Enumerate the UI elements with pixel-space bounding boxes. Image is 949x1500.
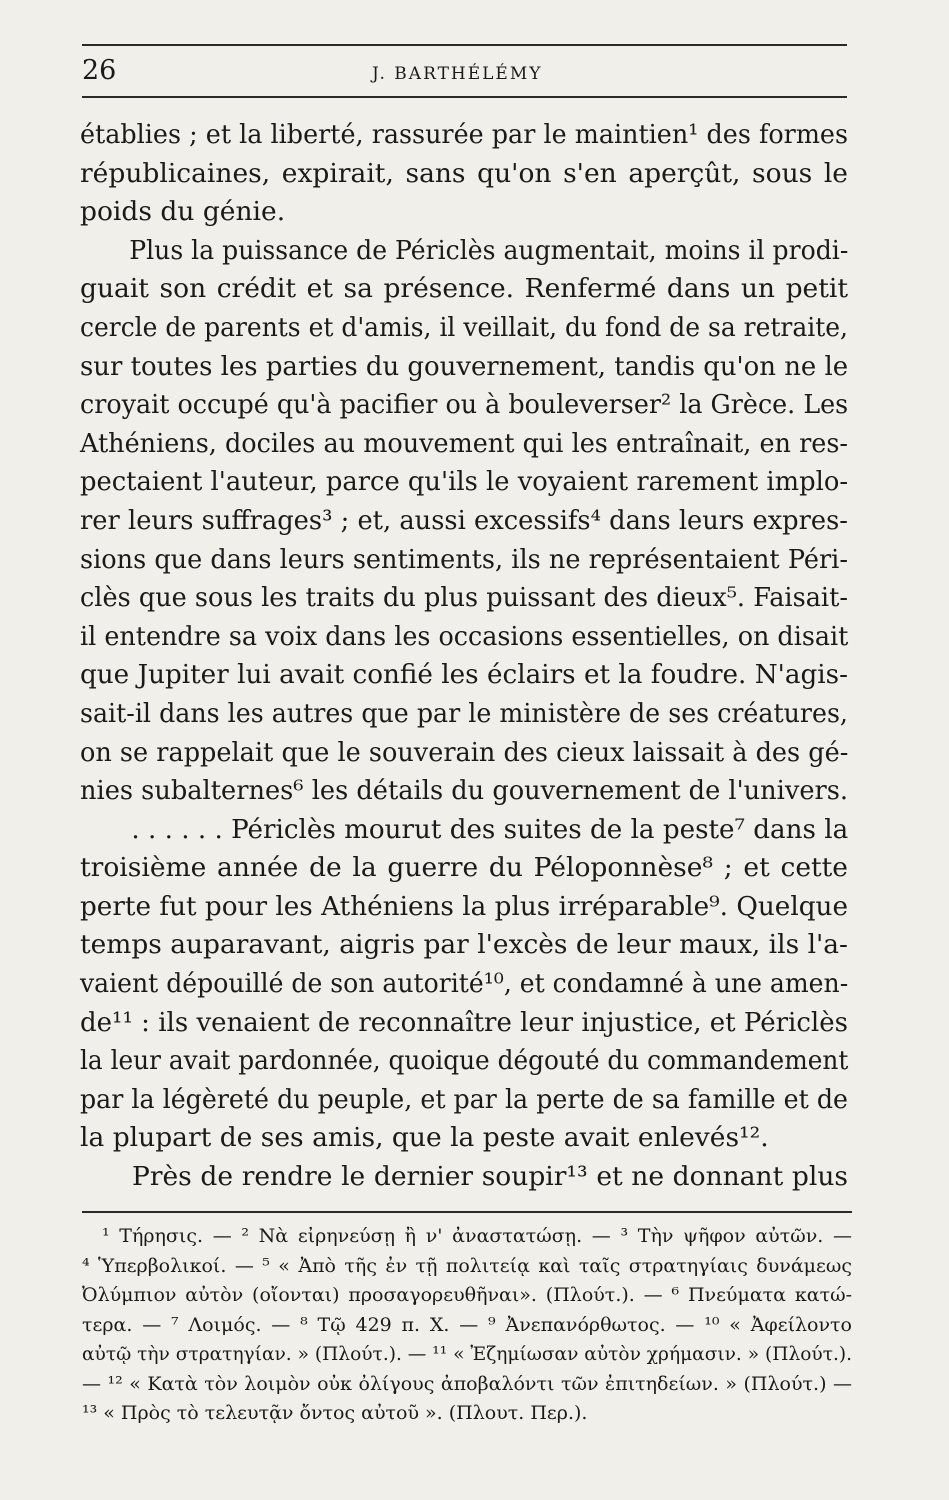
text-line: temps auparavant, aigris par l'excès de leur maux, ils l'a- [80, 929, 848, 961]
footnote-line: τερα. — ⁷ Λοιμός. — ⁸ Τῷ 429 π. Χ. — ⁹ Ἀνεπανόρθωτος. — ¹⁰ « Ἀφείλοντο [82, 1313, 852, 1336]
main-text [80, 116, 848, 1197]
page-header [82, 55, 847, 89]
text-line: . . . . . . Périclès mourut des suites de la peste⁷ dans la [131, 813, 849, 845]
text-line: la leur avait pardonnée, quoique dégouté du commandement [80, 1045, 849, 1077]
text-line: troisième année de la guerre du Péloponnèse⁸ ; et cette [80, 852, 848, 884]
footnote-line: — ¹² « Κατὰ τὸν λοιμὸν οὐκ ὀλίγους ἀποβαλόντι τῶν ἐπιτηδείων. » (Πλούτ.) — [82, 1372, 852, 1395]
text-line: la plupart de ses amis, que la peste avait enlevés¹². [80, 1122, 769, 1154]
header-bottom-rule [82, 96, 847, 98]
footnote-rule [82, 1211, 852, 1213]
text-line: sur toutes les parties du gouvernement, tandis qu'on ne le [80, 350, 849, 382]
footnote-line: αὐτῷ τὴν στρατηγίαν. » (Πλούτ.). — ¹¹ « Ἐζημίωσαν αὐτὸν χρήμασιν. » (Πλούτ.). [82, 1343, 853, 1365]
footnote-line: ¹ Τήρησις. — ² Νὰ εἰρηνεύσῃ ἢ ν' ἀναστατώσῃ. — ³ Τὴν ψῆφον αὐτῶν. — [102, 1225, 852, 1247]
text-line: croyait occupé qu'à pacifier ou à bouleverser² la Grèce. Les [80, 389, 849, 421]
footnotes [82, 1222, 852, 1429]
text-line: Athéniens, dociles au mouvement qui les entraînait, en res- [80, 427, 848, 459]
text-line: on se rappelait que le souverain des cieux laissait à des gé- [80, 736, 849, 768]
text-line: de¹¹ : ils venaient de reconnaître leur injustice, et Périclès [80, 1006, 848, 1038]
footnote-line: ⁴ Ὑπερβολικοί. — ⁵ « Ἀπὸ τῆς ἐν τῇ πολιτείᾳ καὶ ταῖς στρατηγίαις δυνάμεως [82, 1254, 852, 1277]
header-top-rule [82, 44, 847, 46]
text-line: que Jupiter lui avait confié les éclairs et la foudre. N'agis- [80, 659, 849, 691]
page-number: 26 [82, 55, 117, 86]
text-line: guait son crédit et sa présence. Renfermé dans un petit [80, 273, 848, 305]
text-line: il entendre sa voix dans les occasions essentielles, on disait [80, 620, 849, 652]
text-line: rer leurs suffrages³ ; et, aussi excessifs⁴ dans leurs expres- [80, 504, 849, 536]
footnote-line: ¹³ « Πρὸς τὸ τελευτᾷν ὄντος αὐτοῦ ». (Πλουτ. Περ.). [82, 1402, 588, 1424]
text-line: nies subalternes⁶ les détails du gouvernement de l'univers. [80, 775, 849, 807]
running-head: J. BARTHÉLÉMY [372, 64, 543, 84]
text-line: perte fut pour les Athéniens la plus irréparable⁹. Quelque [80, 890, 849, 922]
text-line: sions que dans leurs sentiments, ils ne représentaient Péri- [80, 543, 848, 575]
text-line: vaient dépouillé de son autorité¹⁰, et condamné à une amen- [80, 968, 849, 1000]
text-line: cercle de parents et d'amis, il veillait, du fond de sa retraite, [80, 311, 848, 343]
text-line: Près de rendre le dernier soupir¹³ et ne donnant plus [132, 1161, 848, 1193]
text-line: Plus la puissance de Périclès augmentait, moins il prodi- [129, 234, 849, 266]
text-line: sait-il dans les autres que par le ministère de ses créatures, [80, 697, 848, 729]
text-line: clès que sous les traits du plus puissant des dieux⁵. Faisait- [80, 582, 848, 614]
text-line: républicaines, expirait, sans qu'on s'en aperçût, sous le [80, 157, 848, 189]
text-line: poids du génie. [80, 196, 286, 228]
text-line: établies ; et la liberté, rassurée par le maintien¹ des formes [80, 119, 848, 150]
text-line: pectaient l'auteur, parce qu'ils le voyaient rarement implo- [80, 466, 849, 498]
footnote-line: Ὀλύμπιον αὐτὸν (οἴονται) προσαγορευθῆναι». (Πλούτ.). — ⁶ Πνεύματα κατώ- [82, 1284, 852, 1306]
text-line: par la légèreté du peuple, et par la perte de sa famille et de [80, 1083, 848, 1115]
